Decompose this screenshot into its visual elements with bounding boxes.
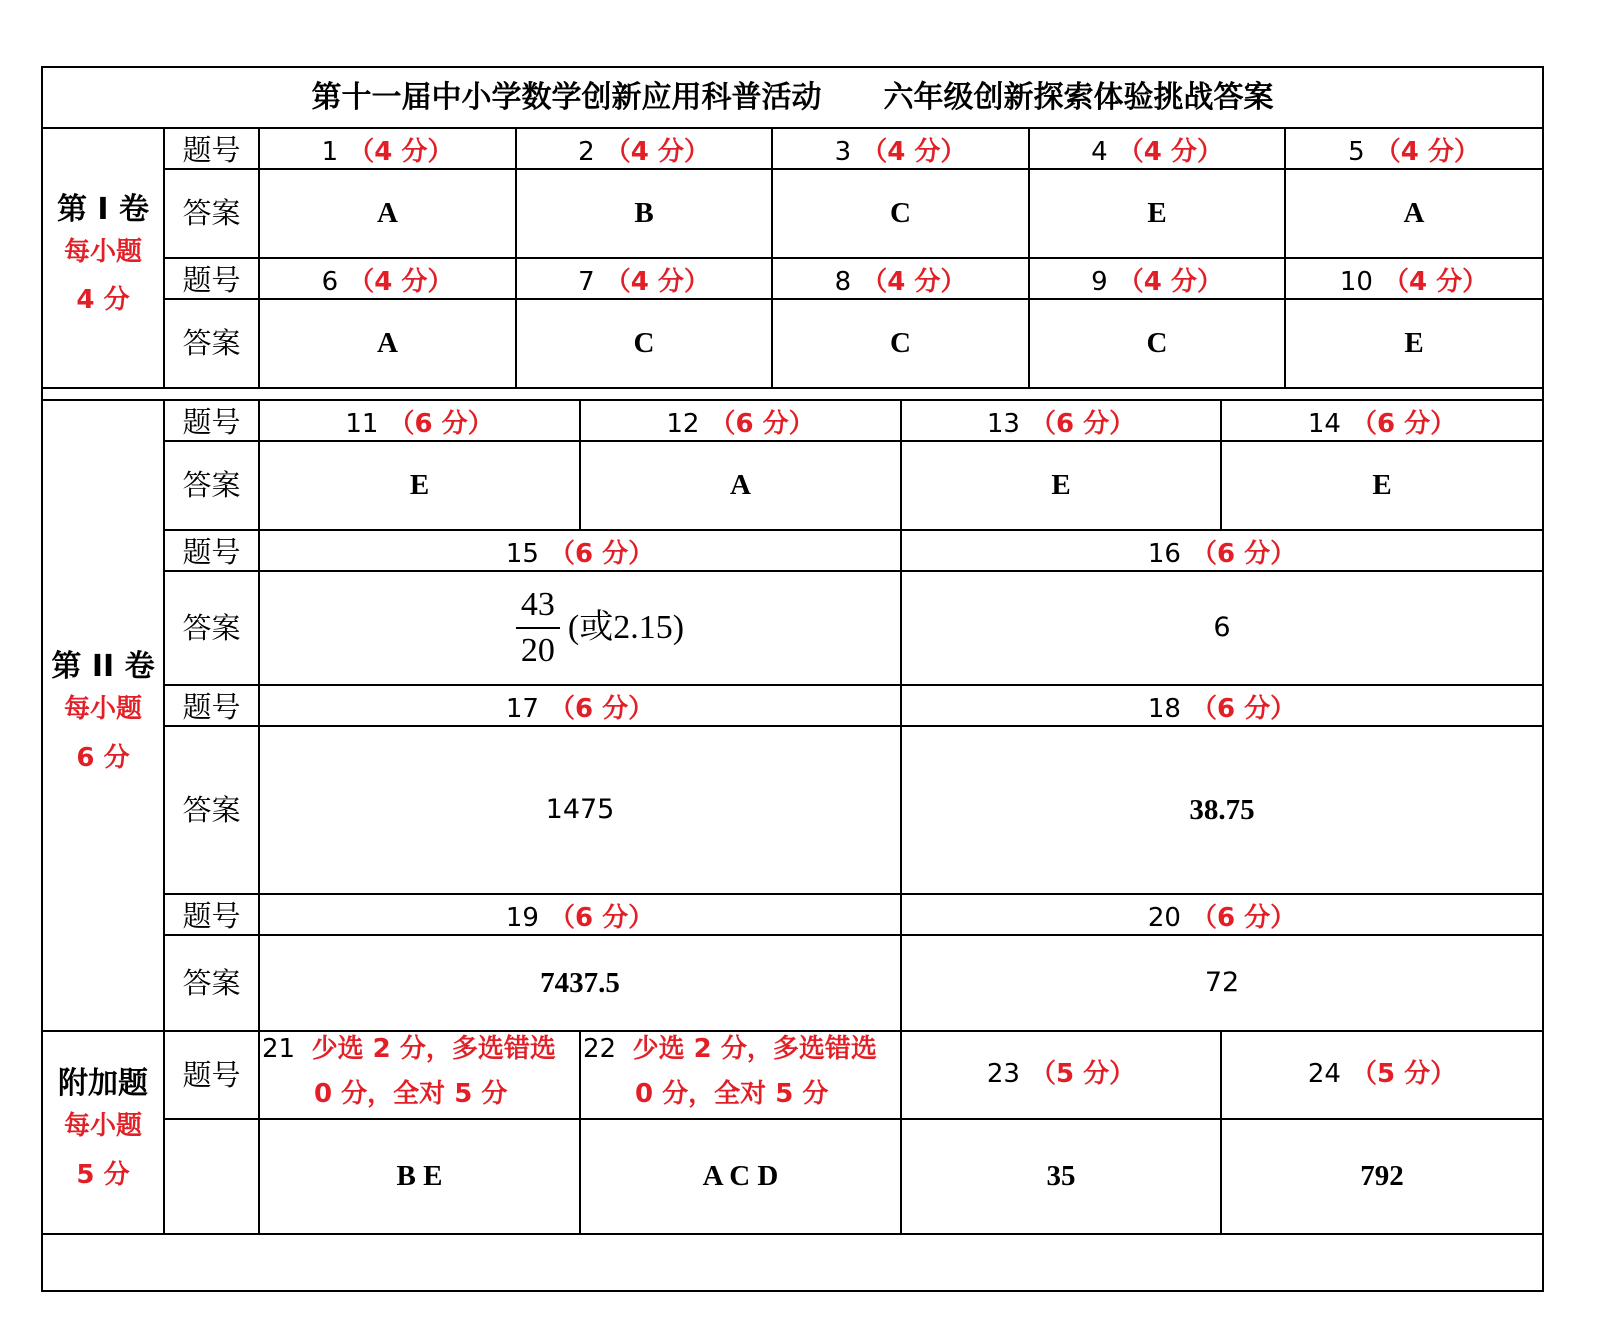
question-number-24: 24 （5 分） [1307, 1059, 1457, 1090]
answer-14: E [1372, 469, 1392, 502]
section-note: 每小题 [63, 694, 142, 725]
answer-label: 答案 [182, 326, 241, 361]
answer-17: 1475 [545, 793, 615, 825]
question-number-1: 1 （4 分） [321, 136, 454, 167]
section-points: 5 分 [76, 1159, 130, 1190]
question-number-19: 19 （6 分） [505, 902, 655, 933]
answer-sheet-table [41, 66, 1544, 1292]
question-number-9: 9 （4 分） [1091, 266, 1223, 297]
question-number-17: 17 （6 分） [505, 693, 655, 724]
section-points: 6 分 [76, 742, 130, 773]
page-title [43, 68, 1542, 127]
question-number-2: 2 （4 分） [578, 136, 710, 167]
question-label: 题号 [182, 1057, 241, 1092]
title-left: 第十一届中小学数学创新应用科普活动 [311, 79, 822, 115]
answer-2: B [634, 197, 654, 230]
answer-23: 35 [1046, 1160, 1076, 1193]
question-number-8: 8 （4 分） [834, 266, 967, 297]
section-note: 每小题 [63, 1111, 142, 1142]
question-number-10: 10 （4 分） [1339, 266, 1489, 297]
answer-12: A [730, 469, 751, 502]
question-number-15: 15 （6 分） [505, 538, 655, 569]
answer-16: 6 [1213, 611, 1231, 643]
title-right: 六年级创新探索体验挑战答案 [883, 79, 1274, 115]
rule [43, 1233, 1542, 1235]
section-points: 4 分 [76, 285, 130, 315]
question-number-22: 22 少选 2 分，多选错选 0 分，全对 5 分 [583, 1034, 877, 1110]
answer-1: A [377, 197, 398, 230]
answer-11: E [409, 469, 430, 502]
answer-label: 答案 [182, 468, 241, 503]
section-1-label [43, 129, 163, 387]
question-number-12: 12 （6 分） [666, 408, 815, 439]
question-number-18: 18 （6 分） [1147, 693, 1297, 724]
question-number-7: 7 （4 分） [578, 266, 710, 297]
answer-22: A C D [702, 1160, 779, 1193]
answer-21: B E [396, 1160, 443, 1193]
fraction-bar [516, 627, 560, 629]
answer-19: 7437.5 [540, 966, 620, 999]
answer-label: 答案 [182, 965, 241, 1000]
question-number-13: 13 （6 分） [986, 408, 1136, 439]
answer-9: C [1146, 327, 1168, 360]
question-label: 题号 [182, 690, 241, 725]
answer-8: C [890, 327, 911, 360]
section-note: 每小题 [63, 236, 142, 267]
section-name: 附加题 [58, 1066, 148, 1102]
fraction-numerator: 43 [520, 586, 555, 624]
answer-4: E [1147, 197, 1167, 230]
question-number-16: 16 （6 分） [1147, 538, 1297, 569]
answer-label: 答案 [182, 792, 241, 827]
answer-5: A [1403, 197, 1425, 230]
answer-10: E [1404, 327, 1424, 360]
question-number-23: 23 （5 分） [986, 1059, 1136, 1090]
question-label: 题号 [182, 133, 241, 168]
question-label: 题号 [182, 535, 241, 570]
answer-15 [260, 572, 900, 684]
fraction-denominator: 20 [520, 632, 555, 669]
question-number-20: 20 （6 分） [1147, 902, 1297, 933]
answer-6: A [377, 327, 398, 360]
question-label: 题号 [182, 405, 241, 440]
question-number-21: 21 少选 2 分，多选错选 0 分，全对 5 分 [262, 1034, 556, 1110]
section-name: 第 II 卷 [51, 649, 155, 685]
answer-label: 答案 [182, 610, 241, 645]
answer-20: 72 [1204, 966, 1240, 998]
answer-label: 答案 [182, 196, 241, 231]
question-label: 题号 [182, 899, 241, 934]
answer-24: 792 [1360, 1160, 1404, 1193]
rule [43, 387, 1542, 389]
section-name: 第 I 卷 [56, 191, 150, 227]
answer-15-alternate: (或2.15) [567, 608, 685, 646]
question-number-11: 11 （6 分） [345, 408, 494, 439]
question-number-14: 14 （6 分） [1307, 408, 1457, 439]
answer-13: E [1051, 469, 1071, 502]
section-3-label [43, 1032, 163, 1233]
answer-3: C [890, 197, 911, 230]
question-number-3: 3 （4 分） [834, 136, 967, 167]
answer-18: 38.75 [1189, 793, 1255, 826]
answer-7: C [633, 327, 655, 360]
question-label: 题号 [182, 263, 241, 298]
question-number-6: 6 （4 分） [321, 266, 454, 297]
question-number-4: 4 （4 分） [1091, 136, 1223, 167]
answer-15-fraction [516, 587, 560, 668]
question-number-5: 5 （4 分） [1348, 136, 1480, 167]
section-2-label [43, 401, 163, 1030]
